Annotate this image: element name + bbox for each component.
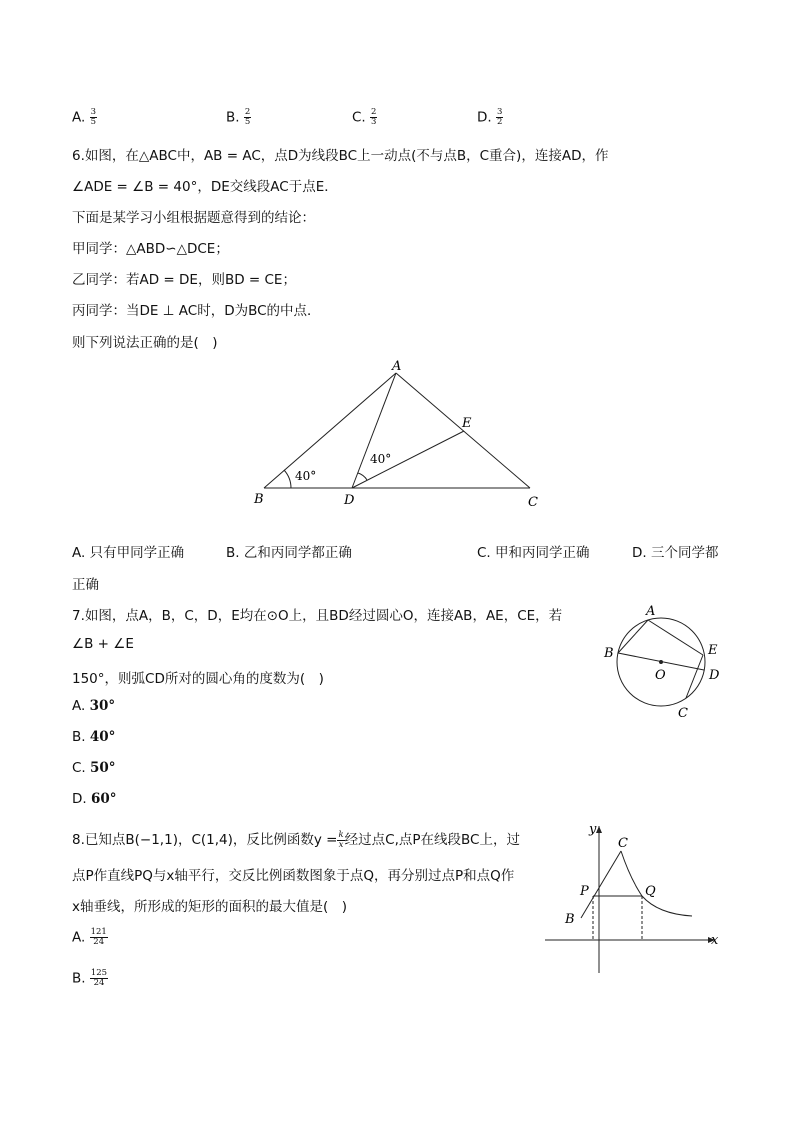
q5-option-d (477, 108, 503, 127)
q8-fig-label-p: P (580, 884, 589, 899)
q8-line-1-start: 8.已知点B(−1,1)，C(1,4)，反比例函数y = (72, 832, 338, 848)
q7-option-a-label: A. (72, 698, 86, 714)
q7-option-b-value: 40° (89, 729, 116, 745)
q8-option-b-label: B. (72, 970, 86, 987)
q5-option-b (226, 108, 251, 127)
q7-line-3: 150°，则弧CD所对的圆心角的度数为( ) (72, 671, 324, 687)
q8-option-b-fraction: $\frac{125}{24}$ (90, 968, 108, 988)
q7-option-a (72, 698, 115, 714)
q8-line-1 (72, 828, 520, 850)
q7-fig-label-b: B (604, 646, 614, 661)
q8-fig-label-c: C (618, 836, 628, 851)
q7-option-b-label: B. (72, 729, 86, 745)
q5-option-a (72, 108, 97, 127)
q5-option-d-label: D. (477, 109, 492, 126)
q5-option-c (352, 108, 377, 127)
q7-option-d (72, 791, 117, 807)
q8-fig-label-b: B (565, 912, 575, 927)
q8-option-a-label: A. (72, 929, 86, 946)
q5-option-a-fraction: $\frac{3}{5}$ (90, 107, 97, 127)
q6-option-b: B. 乙和丙同学都正确 (226, 545, 352, 561)
q6-option-a: A. 只有甲同学正确 (72, 545, 185, 561)
q8-line-2: 点P作直线PQ与x轴平行，交反比例函数图象于点Q，再分别过点P和点Q作 (72, 868, 515, 884)
q6-fig-angle-b: 40° (295, 469, 317, 483)
q8-option-a (72, 928, 108, 947)
q5-option-c-fraction: $\frac{2}{3}$ (371, 107, 377, 127)
q5-option-b-fraction: $\frac{2}{5}$ (244, 107, 251, 127)
q6-line-5: 乙同学：若AD = DE，则BD = CE； (72, 272, 296, 288)
q7-fig-label-c: C (678, 706, 688, 721)
q5-option-b-label: B. (226, 109, 240, 126)
q5-option-d-fraction: $\frac{3}{2}$ (496, 107, 503, 127)
q6-line-4: 甲同学：△ABD∽△DCE； (72, 241, 229, 257)
q8-option-b (72, 969, 108, 988)
q7-fig-label-e: E (708, 643, 718, 658)
q7-option-c (72, 760, 116, 776)
q5-option-c-label: C. (352, 109, 366, 126)
q8-function-figure (540, 818, 730, 978)
q8-inline-fraction: $\frac{k}{x}$ (338, 829, 344, 850)
q7-option-b (72, 729, 115, 745)
q7-option-d-label: D. (72, 791, 87, 807)
q6-fig-label-e: E (462, 416, 472, 431)
q8-fig-label-y: y (589, 822, 597, 837)
q7-fig-label-o: O (655, 668, 666, 683)
q7-option-a-value: 30° (89, 698, 116, 714)
q6-line-3: 下面是某学习小组根据题意得到的结论： (72, 210, 315, 226)
q6-line-6: 丙同学：当DE ⊥ AC时，D为BC的中点． (72, 303, 321, 319)
q6-fig-label-c: C (528, 495, 538, 510)
q6-line-1: 6.如图，在△ABC中，AB = AC，点D为线段BC上一动点(不与点B，C重合)，连接AD，作 (72, 148, 609, 164)
q8-line-1-end: 经过点C,点P在线段BC上，过 (344, 832, 520, 848)
q6-fig-label-a: A (392, 359, 402, 374)
q7-line-1: 7.如图，点A，B，C，D，E均在⊙O上，且BD经过圆心O，连接AB，AE，CE，若 (72, 608, 563, 624)
q6-fig-label-b: B (254, 492, 264, 507)
q7-line-2: ∠B + ∠E (72, 636, 134, 652)
q7-option-d-value: 60° (90, 791, 117, 807)
q5-option-a-label: A. (72, 109, 86, 126)
q6-triangle-figure (250, 355, 550, 515)
q7-circle-figure (598, 600, 728, 725)
q6-option-c: C. 甲和丙同学正确 (477, 545, 590, 561)
q6-line-2: ∠ADE = ∠B = 40°，DE交线段AC于点E． (72, 179, 338, 195)
q7-fig-label-d: D (709, 668, 720, 683)
q6-line-7: 则下列说法正确的是( ) (72, 335, 218, 351)
q8-option-a-fraction: $\frac{121}{24}$ (90, 927, 107, 947)
q7-fig-label-a: A (646, 604, 656, 619)
q6-option-d-continued: 正确 (72, 577, 99, 593)
q8-fig-label-q: Q (645, 884, 656, 899)
q7-option-c-value: 50° (90, 760, 116, 776)
q6-fig-label-d: D (344, 493, 355, 508)
q6-fig-angle-d: 40° (370, 452, 392, 466)
q8-fig-label-x: x (711, 933, 719, 948)
q7-option-c-label: C. (72, 760, 86, 776)
q6-option-d: D. 三个同学都 (632, 545, 719, 561)
q8-line-3: x轴垂线，所形成的矩形的面积的最大值是( ) (72, 899, 348, 915)
